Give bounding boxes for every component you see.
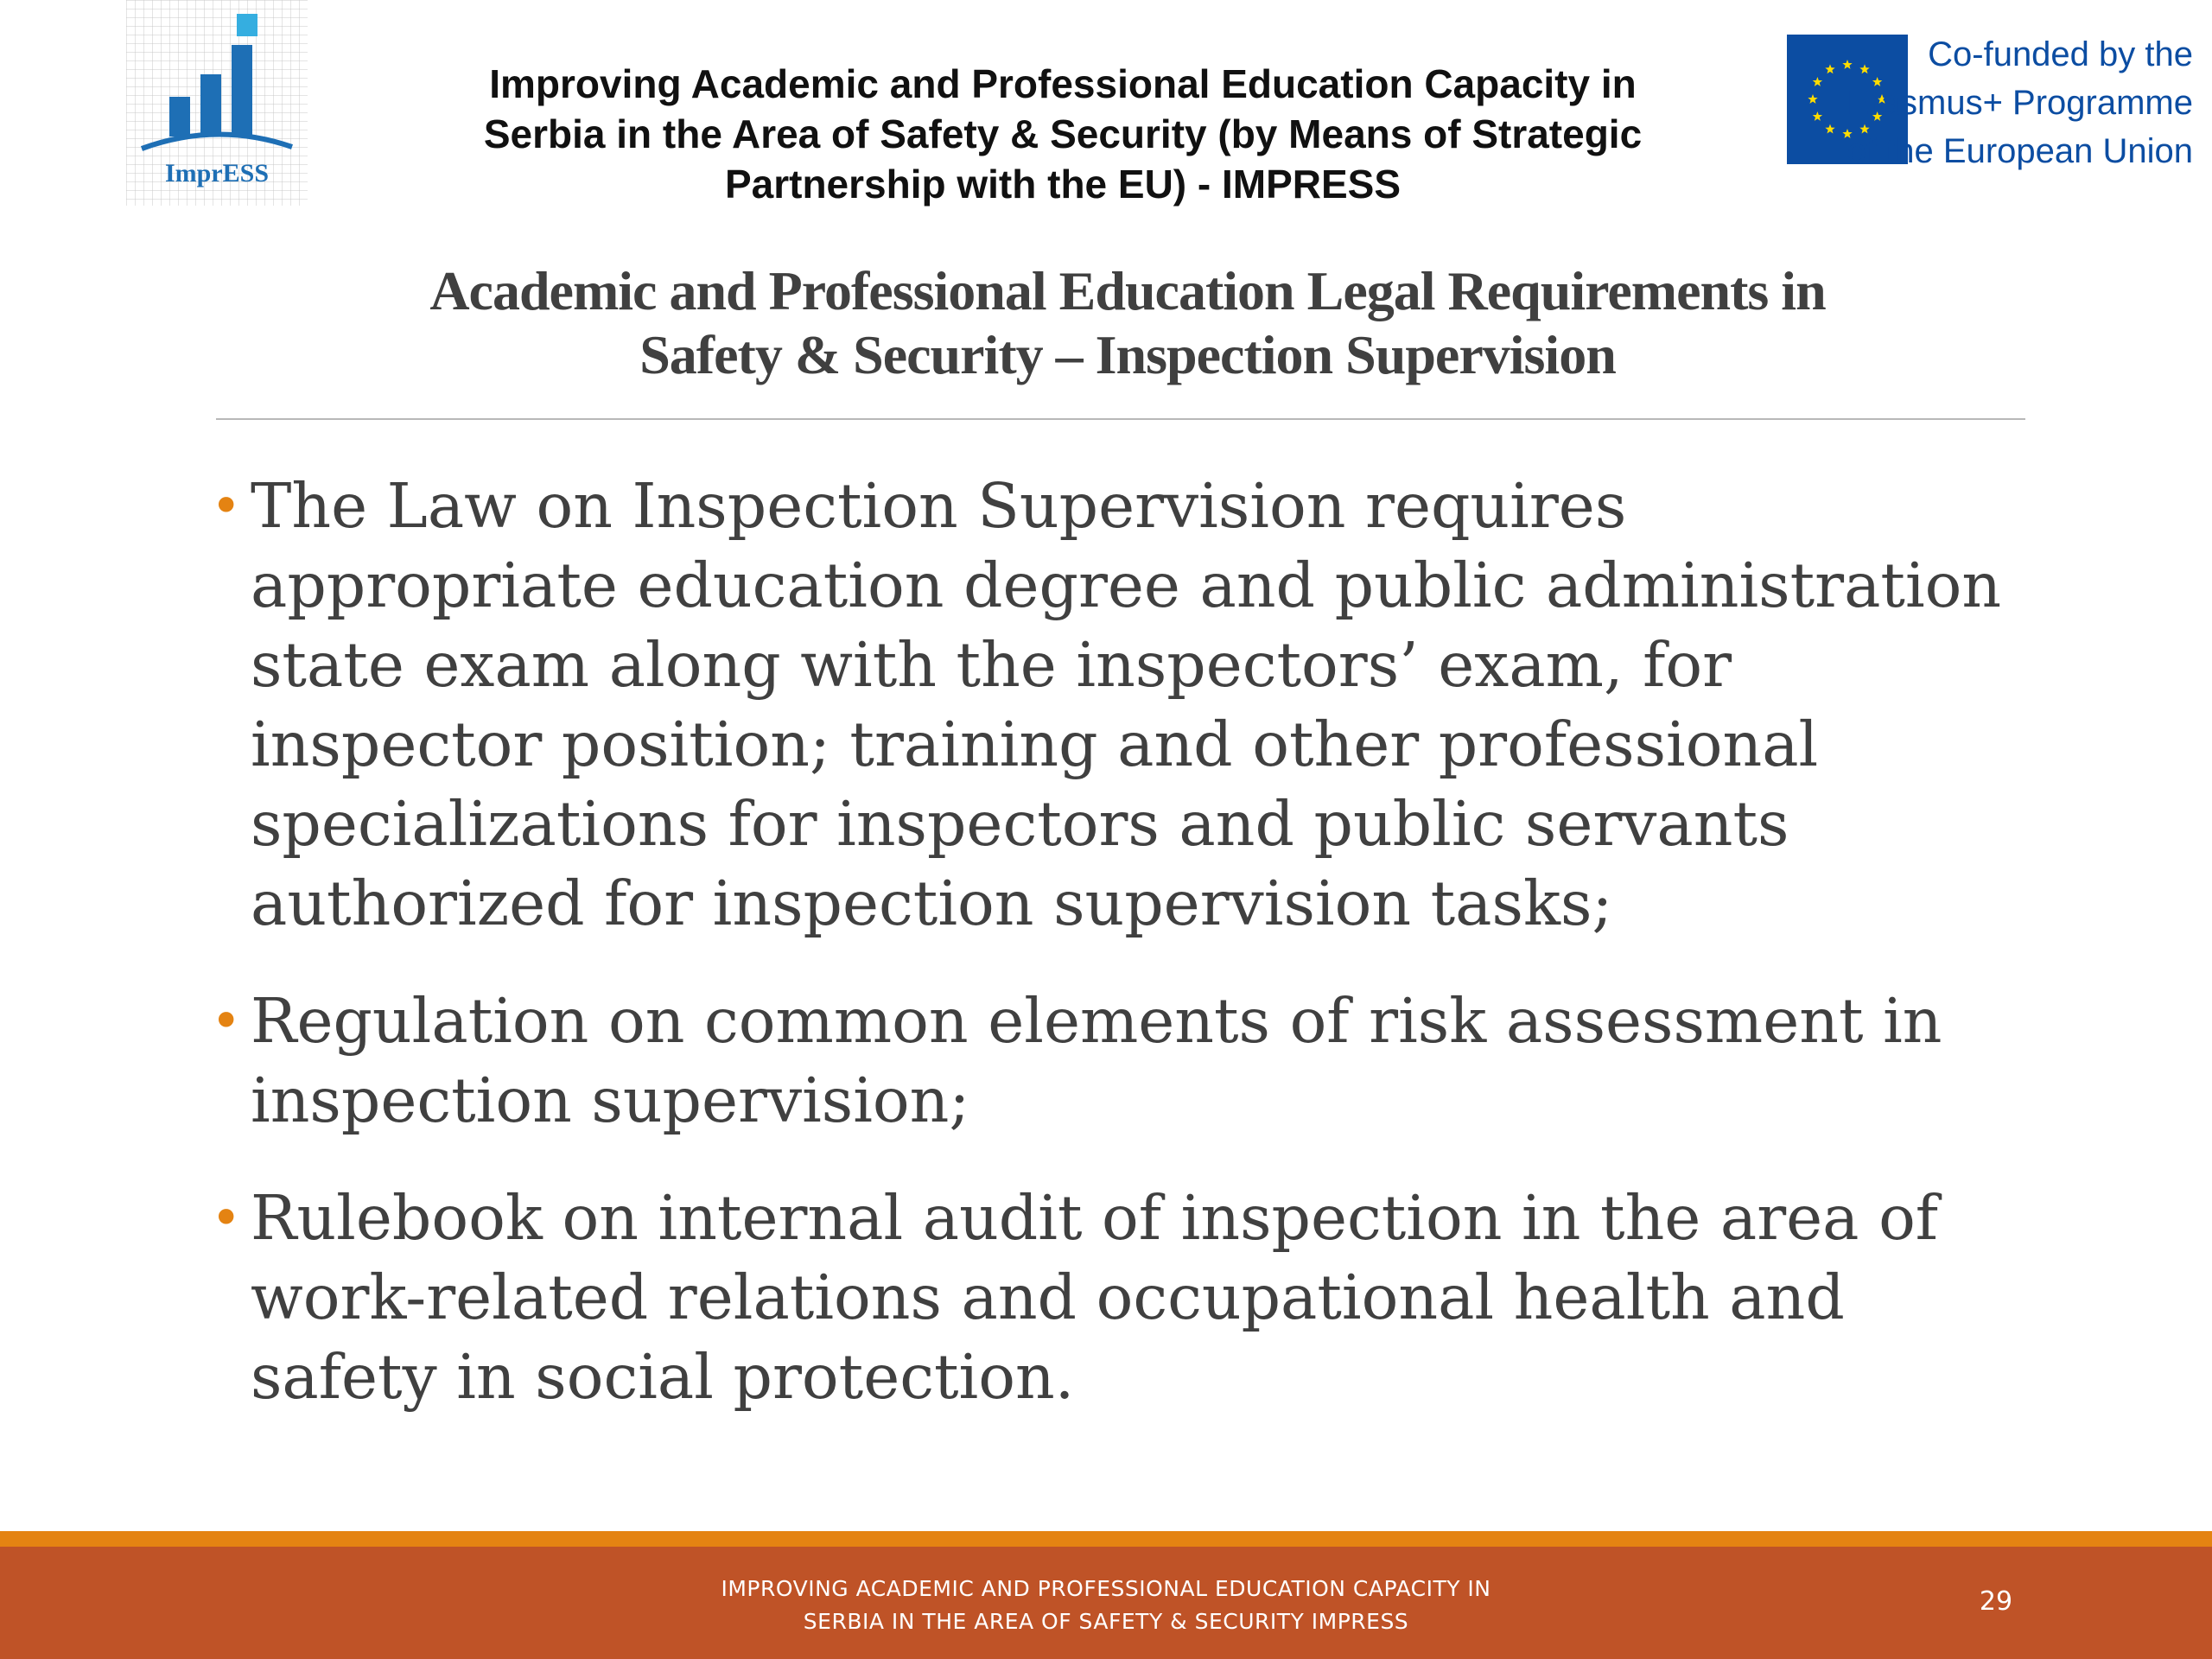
page-number: 29: [1979, 1586, 2013, 1617]
bullet-line: The Law on Inspection Supervision requires: [251, 470, 1627, 542]
bullet-line: appropriate education degree and public administration: [251, 550, 2002, 621]
logo-bar-2: [200, 74, 221, 137]
eu-funding-line: of the European Union: [1847, 132, 2193, 170]
bullet-item: [207, 1179, 2048, 1417]
slide-title-line: Safety & Security – Inspection Supervision: [639, 324, 1616, 385]
logo-bar-3: [232, 45, 252, 137]
footer-text: [674, 1573, 1538, 1638]
bullet-line: inspector position; training and other professional: [251, 709, 1819, 780]
bullet-line: safety in social protection.: [251, 1341, 1075, 1413]
bullet-line: inspection supervision;: [251, 1065, 970, 1136]
bullet-line: specializations for inspectors and public servants: [251, 788, 1789, 860]
footer-bar: [0, 1547, 2212, 1659]
bullet-line: work-related relations and occupational health and: [251, 1262, 1845, 1333]
eu-funding-line: Erasmus+ Programme: [1846, 84, 2193, 122]
logo-bar-1: [169, 97, 190, 137]
project-title-line: Partnership with the EU) - IMPRESS: [724, 162, 1402, 207]
slide-title: [173, 259, 2082, 387]
logo-text: ImprESS: [164, 159, 270, 188]
project-title-line: Improving Academic and Professional Education Capacity in: [489, 61, 1637, 106]
bullet-icon: •: [211, 1188, 242, 1249]
project-title: [311, 59, 1815, 209]
bullet-item: [207, 467, 2048, 944]
bullet-icon: •: [211, 991, 242, 1052]
bullet-icon: •: [211, 476, 242, 537]
bullet-list: [207, 467, 2048, 1455]
slide-title-line: Academic and Professional Education Legal Requirements in: [429, 260, 1826, 321]
title-divider: [216, 418, 2025, 420]
footer-text-line: SERBIA IN THE AREA OF SAFETY & SECURITY IMPRESS: [803, 1609, 1409, 1634]
logo-bar-top: [237, 14, 257, 36]
footer-stripe: [0, 1531, 2212, 1547]
eu-funding-line: Co-funded by the: [1928, 35, 2193, 73]
bullet-line: state exam along with the inspectors’ exam, for: [251, 629, 1732, 701]
bullet-line: Rulebook on internal audit of inspection in the area of: [251, 1182, 1939, 1254]
bullet-item: [207, 982, 2048, 1141]
bullet-line: authorized for inspection supervision tasks;: [251, 868, 1613, 939]
eu-erasmus-logo: [1787, 35, 2198, 181]
bullet-line: Regulation on common elements of risk assessment in: [251, 985, 1942, 1057]
impress-logo: [126, 0, 308, 206]
footer-text-line: IMPROVING ACADEMIC AND PROFESSIONAL EDUCATION CAPACITY IN: [721, 1576, 1491, 1601]
project-title-line: Serbia in the Area of Safety & Security (by Means of Strategic: [483, 111, 1643, 156]
